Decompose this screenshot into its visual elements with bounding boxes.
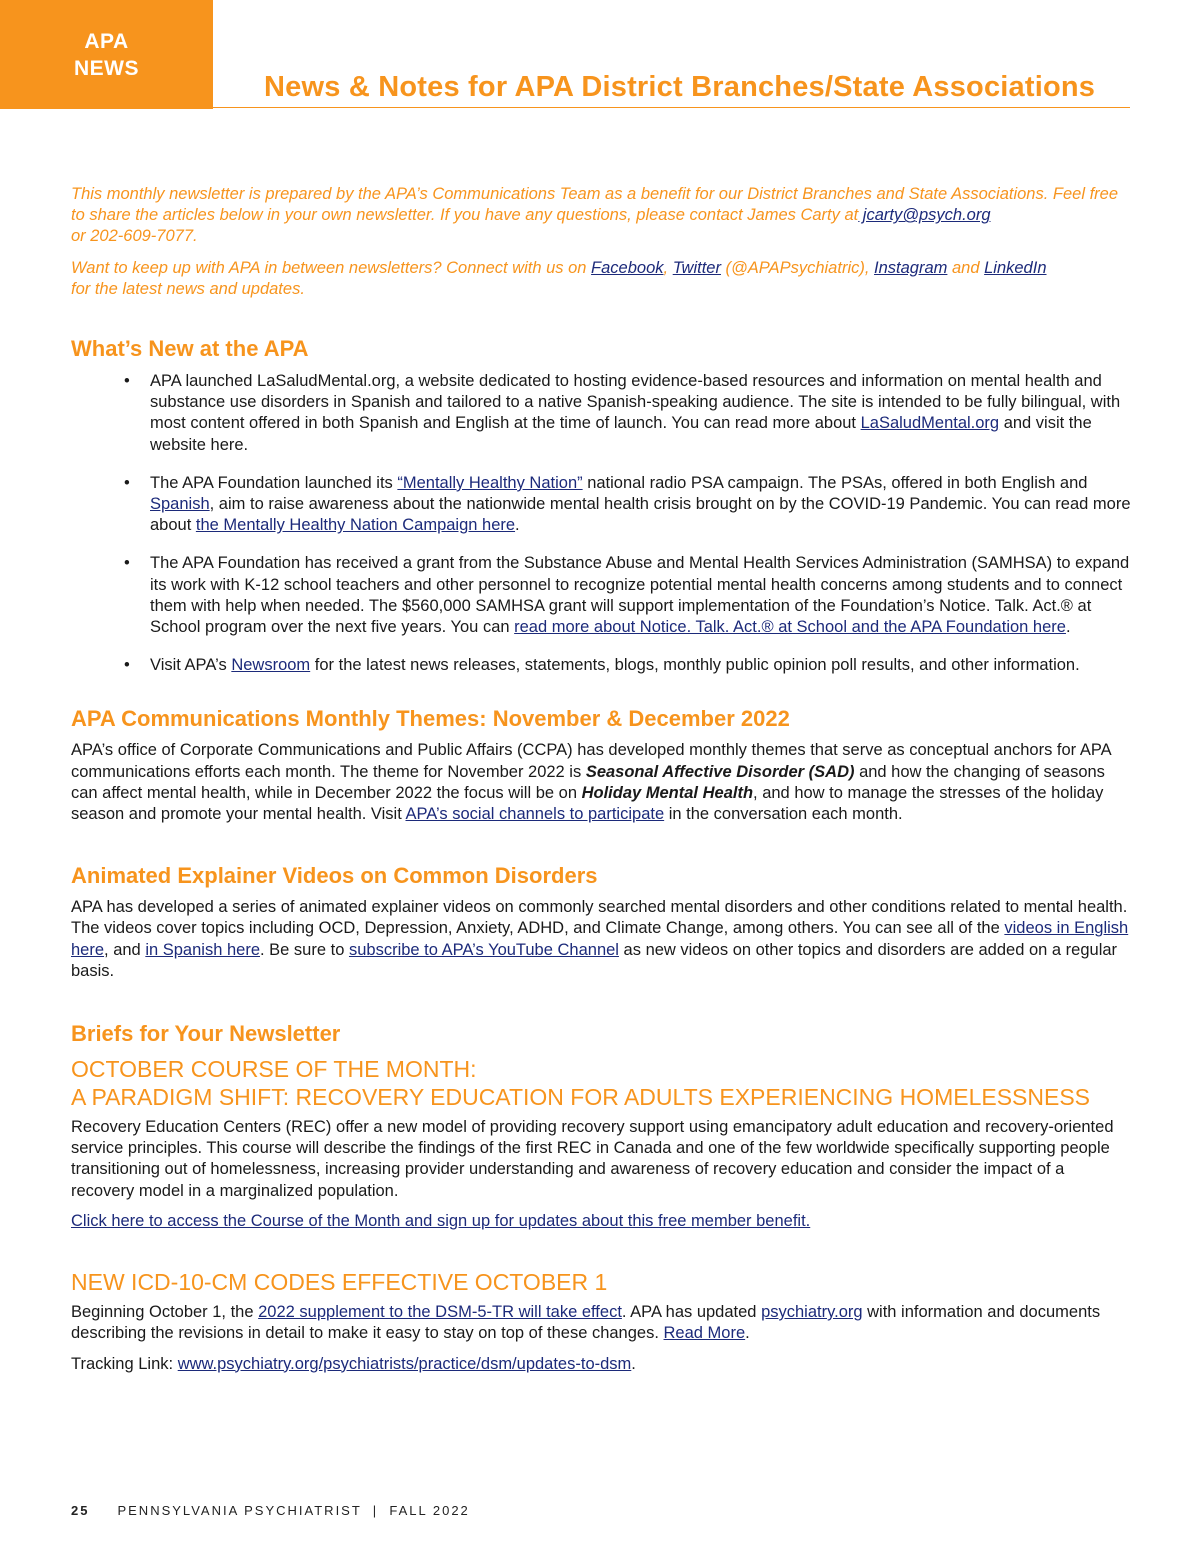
videos-text: APA has developed a series of animated explainer videos on commonly searched mental disorders and other conditions related to mental health. The videos cover topics including OCD, Depression, Anxiety, ADHD, and Climate Change, among others. You can see all of the: [71, 898, 1128, 938]
tab-line-apa: APA: [84, 29, 129, 53]
item-text: The APA Foundation launched its: [150, 473, 398, 492]
tracking-tail: .: [631, 1354, 636, 1373]
twitter-link[interactable]: Twitter: [672, 258, 721, 277]
themes-heading: APA Communications Monthly Themes: November & December 2022: [71, 706, 790, 732]
psychiatry-org-link[interactable]: psychiatry.org: [761, 1303, 863, 1322]
themes-text: , and how to manage the stresses of the holiday season and promote your mental health. Visit: [71, 783, 1104, 824]
intro-paragraph: [71, 184, 1131, 248]
newsroom-link[interactable]: Newsroom: [231, 656, 311, 675]
briefs-heading: Briefs for Your Newsletter: [71, 1021, 341, 1047]
themes-text: in the conversation each month.: [664, 805, 903, 824]
icd-heading: NEW ICD-10-CM CODES EFFECTIVE OCTOBER 1: [71, 1269, 608, 1296]
tracking-label: Tracking Link:: [71, 1354, 178, 1373]
themes-text: APA’s office of Corporate Communications and Public Affairs (CCPA) has developed monthly themes that serve as conceptual anchors for APA communications efforts each month. The theme for November 2022 is: [71, 741, 1111, 781]
icd-text: with information and documents describing the revisions in detail to make it easy to stay on top of these changes.: [71, 1303, 1101, 1343]
social-channels-link[interactable]: APA’s social channels to participate: [405, 805, 665, 824]
course-body: Recovery Education Centers (REC) offer a new model of providing recovery support using emancipatory adult education and recovery-oriented service principles. This course will describe the findings of the first REC in Canada and one of the few worldwide specifically supporting people transitioning out of homelessness, increasing provider understanding and awareness of recovery education and consider the impact of a recovery model in a marginalized population.: [71, 1118, 1114, 1200]
item-text: The APA Foundation has received a grant from the Substance Abuse and Mental Health Services Administration (SAMHSA) to expand its work with K-12 school teachers and other personnel to recognize potential mental health concerns among students and to connect them with help when needed. The $560,000 SAMHSA grant will support implementation of the Foundation’s Notice. Talk. Act.® at School program over the next five years. You can: [150, 554, 1130, 637]
instagram-link[interactable]: Instagram: [874, 258, 948, 277]
icd-text: .: [745, 1324, 750, 1343]
linkedin-link[interactable]: LinkedIn: [984, 258, 1047, 277]
course-heading-line1: OCTOBER COURSE OF THE MONTH:: [71, 1056, 477, 1083]
item-text: and visit the website here.: [150, 414, 1092, 454]
theme-holiday: Holiday Mental Health: [581, 783, 754, 802]
list-item: [71, 371, 1131, 456]
tab-line-news: NEWS: [74, 56, 139, 80]
tracking-link[interactable]: www.psychiatry.org/psychiatrists/practice/dsm/updates-to-dsm: [177, 1354, 632, 1373]
email-link[interactable]: jcarty@psych.org: [858, 206, 991, 225]
main-content: [71, 184, 1131, 1375]
list-item: [71, 655, 1131, 676]
bullet-icon: •: [124, 554, 130, 573]
page-footer: [71, 1503, 470, 1518]
youtube-subscribe-link[interactable]: subscribe to APA’s YouTube Channel: [348, 940, 619, 959]
videos-spanish-link[interactable]: in Spanish here: [145, 940, 260, 959]
whats-new-list: [71, 371, 1131, 676]
icd-text: Beginning October 1, the: [71, 1303, 259, 1322]
social-lead: Want to keep up with APA in between newsletters? Connect with us on: [71, 258, 592, 277]
item-text: for the latest news releases, statements, blogs, monthly public opinion poll results, and other information.: [310, 656, 1080, 675]
apa-news-tab: [0, 0, 213, 109]
bullet-icon: •: [124, 473, 130, 492]
themes-paragraph: [71, 740, 1131, 825]
course-of-month-link[interactable]: Click here to access the Course of the Month and sign up for updates about this free member benefit.: [71, 1211, 811, 1230]
campaign-link[interactable]: the Mentally Healthy Nation Campaign here: [195, 516, 516, 535]
videos-text: as new videos on other topics and disorders are added on a regular basis.: [71, 940, 1118, 980]
intro-phone: or 202-609-7077.: [71, 227, 198, 246]
twitter-handle: (@APAPsychiatric),: [720, 258, 875, 277]
publication-name: PENNSYLVANIA PSYCHIATRIST | FALL 2022: [117, 1503, 470, 1518]
list-item: [71, 473, 1131, 537]
icd-text: . APA has updated: [621, 1303, 762, 1322]
intro-text: This monthly newsletter is prepared by the APA’s Communications Team as a benefit for our District Branches and State Associations. Feel free to share the articles below in your own newsletter. If you have any questions, please contact James Carty at: [71, 185, 1119, 225]
facebook-link[interactable]: Facebook: [591, 258, 664, 277]
list-item: [71, 553, 1131, 638]
icd-paragraph: [71, 1302, 1131, 1344]
course-heading: [71, 1055, 1131, 1111]
notice-talk-act-link[interactable]: read more about Notice. Talk. Act.® at School and the APA Foundation here: [514, 618, 1066, 637]
whats-new-heading: What’s New at the APA: [71, 336, 309, 362]
read-more-link[interactable]: Read More: [663, 1324, 746, 1343]
bullet-icon: •: [124, 656, 130, 675]
item-text: APA launched LaSaludMental.org, a website dedicated to hosting evidence-based resources and information on mental health and substance use disorders in Spanish and tailored to a native Spanish-speaking audience. The site is intended to be fully bilingual, with most content offered in both Spanish and English at the time of launch. You can read more about: [150, 372, 1121, 433]
item-text: national radio PSA campaign. The PSAs, offered in both English and: [582, 473, 1088, 492]
item-text: .: [1065, 618, 1071, 637]
item-text: Visit APA’s: [150, 656, 232, 675]
item-text: .: [515, 516, 520, 535]
bullet-icon: •: [124, 372, 130, 391]
mentally-healthy-nation-link[interactable]: “Mentally Healthy Nation”: [397, 473, 583, 492]
theme-sad: Seasonal Affective Disorder (SAD): [585, 762, 855, 781]
lasaludmental-link[interactable]: LaSaludMental.org: [860, 414, 1000, 433]
item-text: , aim to raise awareness about the nationwide mental health crisis brought on by the COVID-19 Pandemic. You can read more about: [150, 495, 1131, 535]
tracking-paragraph: [71, 1354, 1131, 1375]
page-title: News & Notes for APA District Branches/State Associations: [264, 71, 1096, 103]
videos-paragraph: [71, 897, 1131, 982]
videos-text: , and: [104, 940, 146, 959]
course-heading-line2: A PARADIGM SHIFT: RECOVERY EDUCATION FOR ADULTS EXPERIENCING HOMELESSNESS: [71, 1084, 1091, 1111]
themes-text: and how the changing of seasons can affect mental health, while in December 2022 the focus will be on: [71, 762, 1105, 802]
videos-english-link[interactable]: videos in English here: [71, 919, 1129, 959]
dsm-supplement-link[interactable]: 2022 supplement to the DSM-5-TR will take effect: [258, 1303, 622, 1322]
videos-text: . Be sure to: [260, 940, 349, 959]
social-paragraph: Want to keep up with APA in between newsletters? Connect with us on Facebook, Twitter (@APAPsychiatric), Instagram and LinkedIn for the latest news and updates.: [71, 258, 1047, 298]
social-tail: for the latest news and updates.: [71, 279, 305, 298]
page-number: 25: [71, 1503, 90, 1518]
and-text: and: [947, 258, 985, 277]
videos-heading: Animated Explainer Videos on Common Disorders: [71, 863, 598, 889]
title-divider: [213, 107, 1130, 108]
spanish-link[interactable]: Spanish: [150, 495, 210, 514]
